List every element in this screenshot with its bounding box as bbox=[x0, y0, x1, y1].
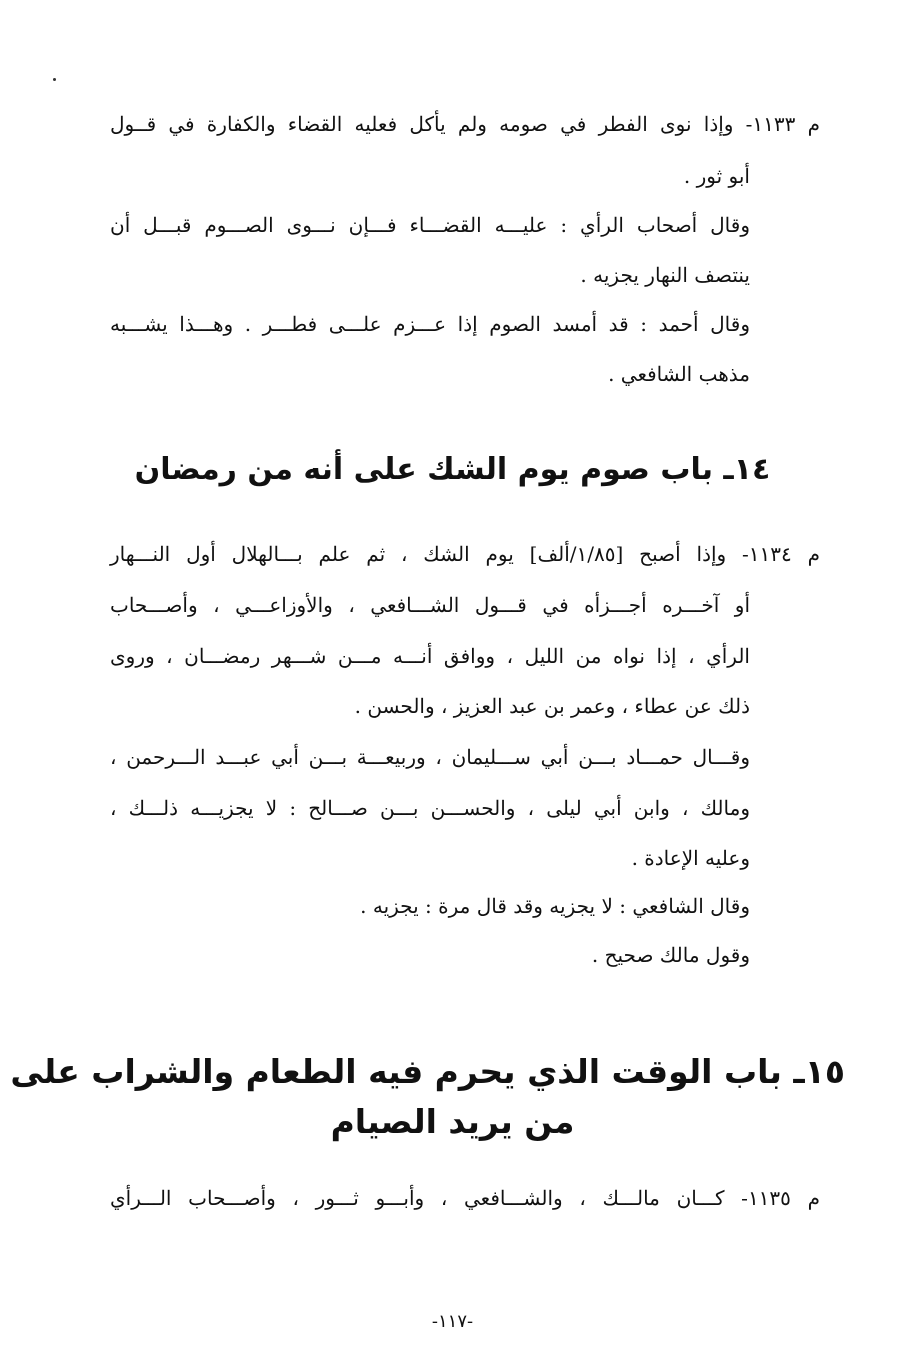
entry-1134-line-5: وقـــال حمـــاد بـــن أبي ســـليمان ، وربيعـــة بـــن أبي عبـــد الـــرحمن ، bbox=[110, 745, 750, 769]
chapter-15-heading-line-1: ١٥ـ باب الوقت الذي يحرم فيه الطعام والشراب على bbox=[10, 1052, 845, 1091]
entry-1134-line-8: وقال الشافعي : لا يجزيه وقد قال مرة : يجزيه . bbox=[360, 894, 750, 918]
entry-1133-line-3: وقال أصحاب الرأي : عليـــه القضـــاء فـــإن نـــوى الصـــوم قبـــل أن bbox=[110, 213, 750, 237]
entry-1134-line-9: وقول مالك صحيح . bbox=[591, 943, 750, 967]
entry-1134-line-1: م ١١٣٤- وإذا أصبح [١/٨٥/ألف] يوم الشك ، ثم علم بـــالهلال أول النـــهار bbox=[110, 542, 821, 566]
entry-1134-line-6: ومالك ، وابن أبي ليلى ، والحســـن بـــن صـــالح : لا يجزيـــه ذلـــك ، bbox=[110, 796, 750, 820]
entry-1134-line-4: ذلك عن عطاء ، وعمر بن عبد العزيز ، والحسن . bbox=[354, 694, 750, 718]
entry-1134-line-3: الرأي ، إذا نواه من الليل ، ووافق أنـــه مـــن شـــهر رمضـــان ، وروى bbox=[110, 644, 750, 668]
entry-1133-line-1: م ١١٣٣- وإذا نوى الفطر في صومه ولم يأكل فعليه القضاء والكفارة في قــول bbox=[110, 112, 820, 136]
scan-speck bbox=[53, 78, 56, 81]
entry-1134-line-2: أو آخـــره أجـــزأه في قـــول الشـــافعي ، والأوزاعـــي ، وأصـــحاب bbox=[110, 593, 750, 617]
entry-1133-line-5: وقال أحمد : قد أمسد الصوم إذا عـــزم علـــى فطـــر . وهـــذا يشـــبه bbox=[110, 312, 750, 336]
chapter-14-heading: ١٤ـ باب صوم يوم الشك على أنه من رمضان bbox=[134, 452, 771, 487]
entry-1133-line-6: مذهب الشافعي . bbox=[608, 362, 750, 386]
entry-1133-line-4: ينتصف النهار يجزيه . bbox=[580, 263, 750, 287]
entry-1134-line-7: وعليه الإعادة . bbox=[631, 846, 750, 870]
entry-1135-line-1: م ١١٣٥- كـــان مالـــك ، والشـــافعي ، وأبـــو ثـــور ، وأصـــحاب الـــرأي bbox=[110, 1186, 820, 1210]
page-number: -١١٧- bbox=[431, 1311, 474, 1332]
entry-1133-line-2: أبو ثور . bbox=[683, 164, 750, 188]
chapter-15-heading-line-2: من يريد الصيام bbox=[330, 1102, 575, 1141]
